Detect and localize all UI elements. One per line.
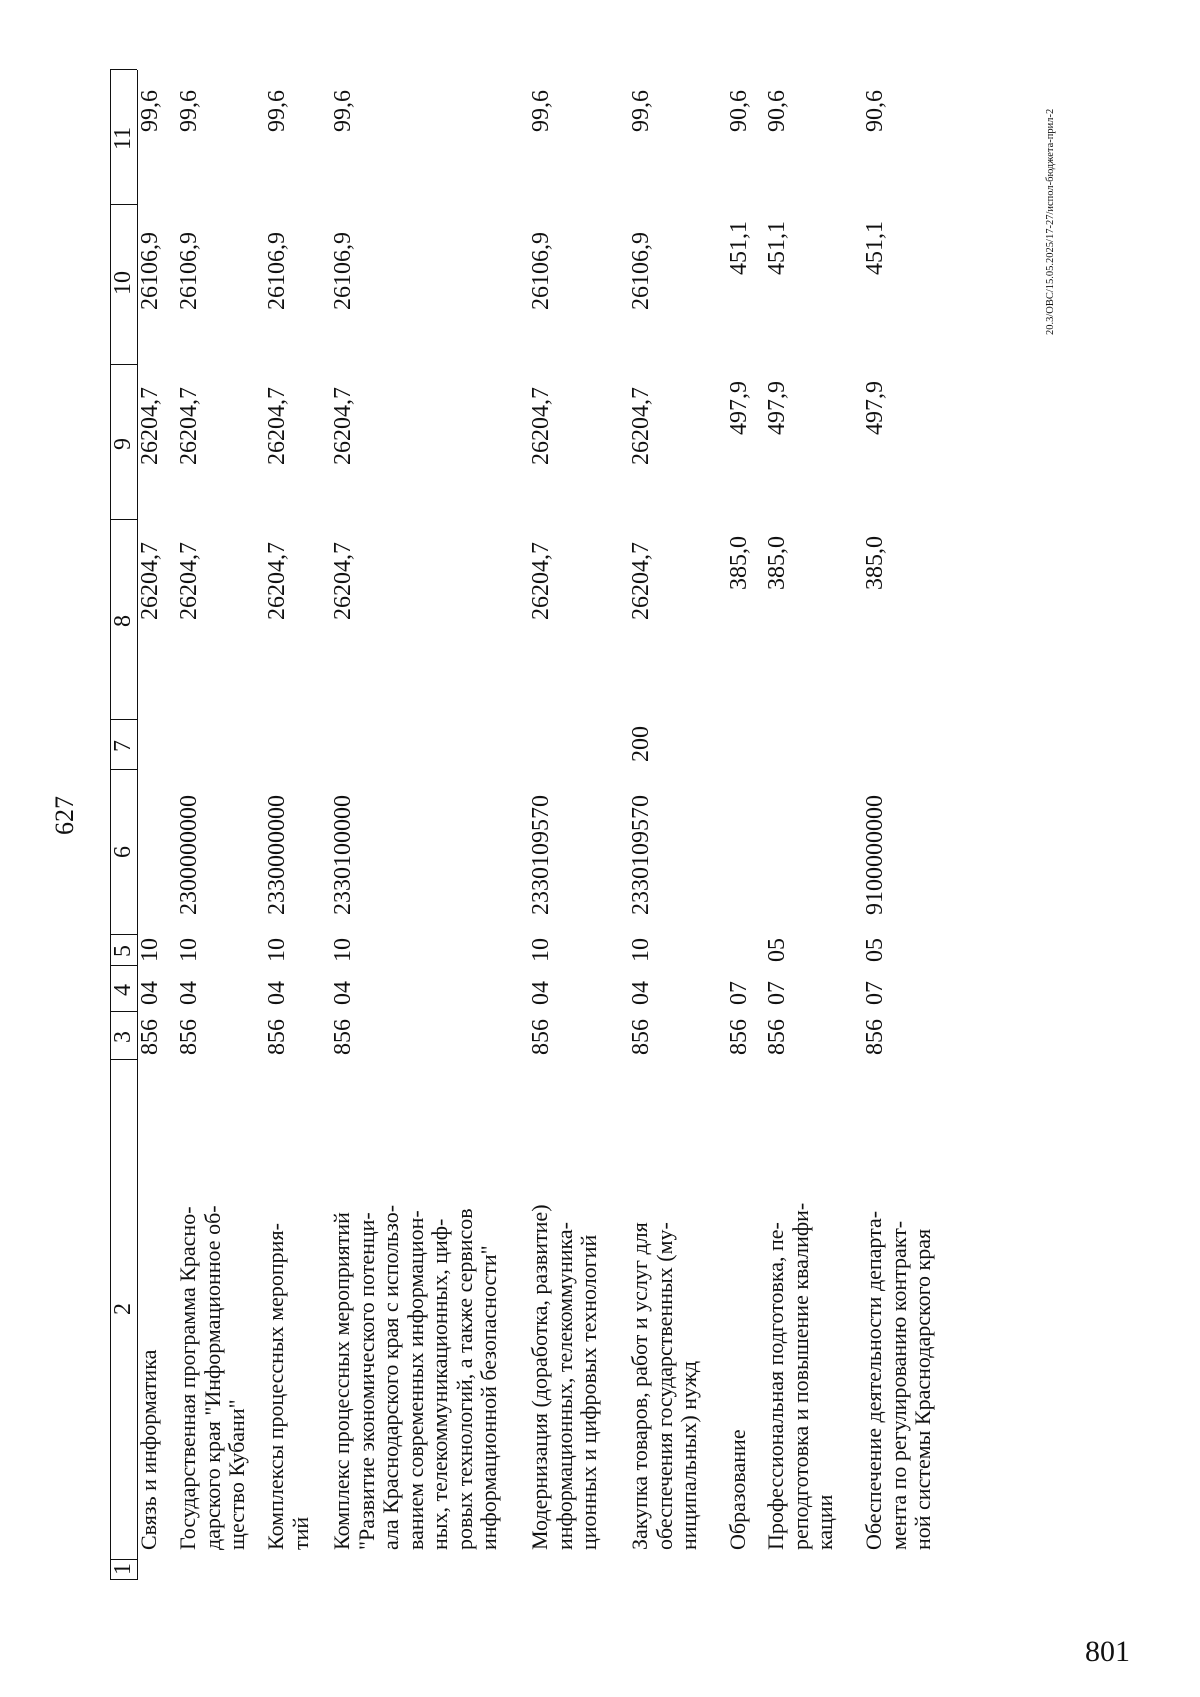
cell-c4: 04 — [176, 981, 202, 1005]
cell-c9: 26204,7 — [176, 387, 202, 465]
row-name: Профессиональная подготовка, пе- реподготовка и повышение квалифи- кации — [763, 1202, 837, 1550]
cell-c9: 26204,7 — [330, 387, 356, 465]
column-header: 10 — [110, 271, 136, 295]
cell-c11: 99,6 — [137, 90, 163, 132]
header-separator — [110, 1011, 137, 1012]
header-top-border — [110, 70, 111, 1580]
header-separator — [110, 519, 137, 520]
cell-c10: 26106,9 — [137, 232, 163, 310]
cell-c4: 04 — [137, 981, 163, 1005]
cell-c6: 2330100000 — [330, 795, 356, 915]
cell-c4: 04 — [264, 981, 290, 1005]
footer-reference: 20.3/ОВС/15.05.2025/17-27/испол-бюджета-прил-2 — [1045, 108, 1056, 335]
row-name: Государственная программа Красно- дарского края "Информационное об- щество Кубани" — [175, 1205, 249, 1550]
cell-c9: 26204,7 — [264, 387, 290, 465]
cell-c11: 90,6 — [862, 90, 888, 132]
cell-c5: 10 — [137, 938, 163, 962]
page-number-top: 627 — [50, 796, 79, 835]
cell-c8: 26204,7 — [330, 542, 356, 620]
cell-c11: 90,6 — [764, 90, 790, 132]
cell-c10: 26106,9 — [628, 232, 654, 310]
cell-c11: 90,6 — [726, 90, 752, 132]
cell-c11: 99,6 — [330, 90, 356, 132]
cell-c9: 26204,7 — [137, 387, 163, 465]
header-separator — [110, 965, 137, 966]
cell-c5: 05 — [764, 938, 790, 962]
header-separator — [110, 1559, 137, 1560]
header-separator — [110, 69, 137, 70]
cell-c9: 497,9 — [862, 381, 888, 435]
cell-c6: 2330109570 — [628, 795, 654, 915]
header-separator — [110, 364, 137, 365]
cell-c10: 451,1 — [862, 221, 888, 275]
cell-c6: 9100000000 — [862, 795, 888, 915]
cell-c3: 856 — [528, 1019, 554, 1055]
cell-c9: 497,9 — [726, 381, 752, 435]
cell-c8: 385,0 — [726, 536, 752, 590]
cell-c6: 2300000000 — [176, 795, 202, 915]
cell-c5: 10 — [264, 938, 290, 962]
cell-c5: 05 — [862, 938, 888, 962]
header-separator — [110, 719, 137, 720]
cell-c5: 10 — [628, 938, 654, 962]
column-header: 3 — [110, 1031, 136, 1043]
cell-c3: 856 — [726, 1019, 752, 1055]
cell-c7: 200 — [628, 726, 654, 762]
cell-c6: 2330109570 — [528, 795, 554, 915]
cell-c5: 10 — [176, 938, 202, 962]
cell-c4: 07 — [726, 981, 752, 1005]
row-name: Связь и информатика — [136, 1349, 161, 1550]
budget-table-sheet — [50, 60, 1110, 1580]
header-separator — [110, 204, 137, 205]
cell-c11: 99,6 — [264, 90, 290, 132]
header-separator — [110, 1579, 137, 1580]
cell-c3: 856 — [862, 1019, 888, 1055]
cell-c8: 26204,7 — [176, 542, 202, 620]
row-name: Комплекс процессных мероприятий "Развитие экономического потенци- ала Краснодарского края с использо- ванием современных информацион- ных, телекоммуникационных, циф- ровых технологий, а также сервисов информационной безопасности" — [329, 1204, 501, 1550]
cell-c8: 385,0 — [764, 536, 790, 590]
cell-c3: 856 — [764, 1019, 790, 1055]
cell-c5: 10 — [330, 938, 356, 962]
cell-c8: 26204,7 — [628, 542, 654, 620]
cell-c3: 856 — [628, 1019, 654, 1055]
cell-c11: 99,6 — [176, 90, 202, 132]
cell-c3: 856 — [264, 1019, 290, 1055]
cell-c4: 04 — [330, 981, 356, 1005]
column-header: 9 — [110, 438, 136, 450]
cell-c9: 26204,7 — [528, 387, 554, 465]
cell-c4: 07 — [862, 981, 888, 1005]
cell-c9: 26204,7 — [628, 387, 654, 465]
cell-c6: 2330000000 — [264, 795, 290, 915]
cell-c11: 99,6 — [528, 90, 554, 132]
cell-c4: 04 — [528, 981, 554, 1005]
header-separator — [110, 934, 137, 935]
cell-c8: 26204,7 — [137, 542, 163, 620]
header-separator — [110, 769, 137, 770]
cell-c10: 26106,9 — [264, 232, 290, 310]
cell-c8: 26204,7 — [264, 542, 290, 620]
cell-c11: 99,6 — [628, 90, 654, 132]
row-name: Закупка товаров, работ и услуг для обеспечения государственных (му- ниципальных) нужд — [627, 1222, 701, 1550]
row-name: Образование — [725, 1429, 750, 1550]
column-header: 11 — [110, 126, 136, 150]
cell-c9: 497,9 — [764, 381, 790, 435]
cell-c10: 451,1 — [764, 221, 790, 275]
cell-c3: 856 — [176, 1019, 202, 1055]
row-name: Модернизация (доработка, развитие) информационных, телекоммуника- ционных и цифровых технологий — [527, 1204, 601, 1550]
column-header: 4 — [110, 984, 136, 996]
cell-c10: 26106,9 — [528, 232, 554, 310]
column-header: 5 — [110, 945, 136, 957]
cell-c3: 856 — [137, 1019, 163, 1055]
column-header: 7 — [110, 740, 136, 752]
header-separator — [110, 1059, 137, 1060]
column-header: 2 — [110, 1303, 136, 1315]
cell-c10: 451,1 — [726, 221, 752, 275]
column-header: 1 — [110, 1563, 136, 1575]
page-number-bottom: 801 — [1085, 1635, 1130, 1668]
column-header: 8 — [110, 615, 136, 627]
row-name: Комплексы процессных мероприя- тий — [263, 1223, 313, 1550]
cell-c4: 04 — [628, 981, 654, 1005]
cell-c5: 10 — [528, 938, 554, 962]
cell-c3: 856 — [330, 1019, 356, 1055]
cell-c10: 26106,9 — [176, 232, 202, 310]
cell-c4: 07 — [764, 981, 790, 1005]
cell-c8: 385,0 — [862, 536, 888, 590]
cell-c10: 26106,9 — [330, 232, 356, 310]
row-name: Обеспечение деятельности департа- мента по регулированию контракт- ной системы Краснодарского края — [861, 1210, 935, 1550]
cell-c8: 26204,7 — [528, 542, 554, 620]
column-header: 6 — [110, 846, 136, 858]
